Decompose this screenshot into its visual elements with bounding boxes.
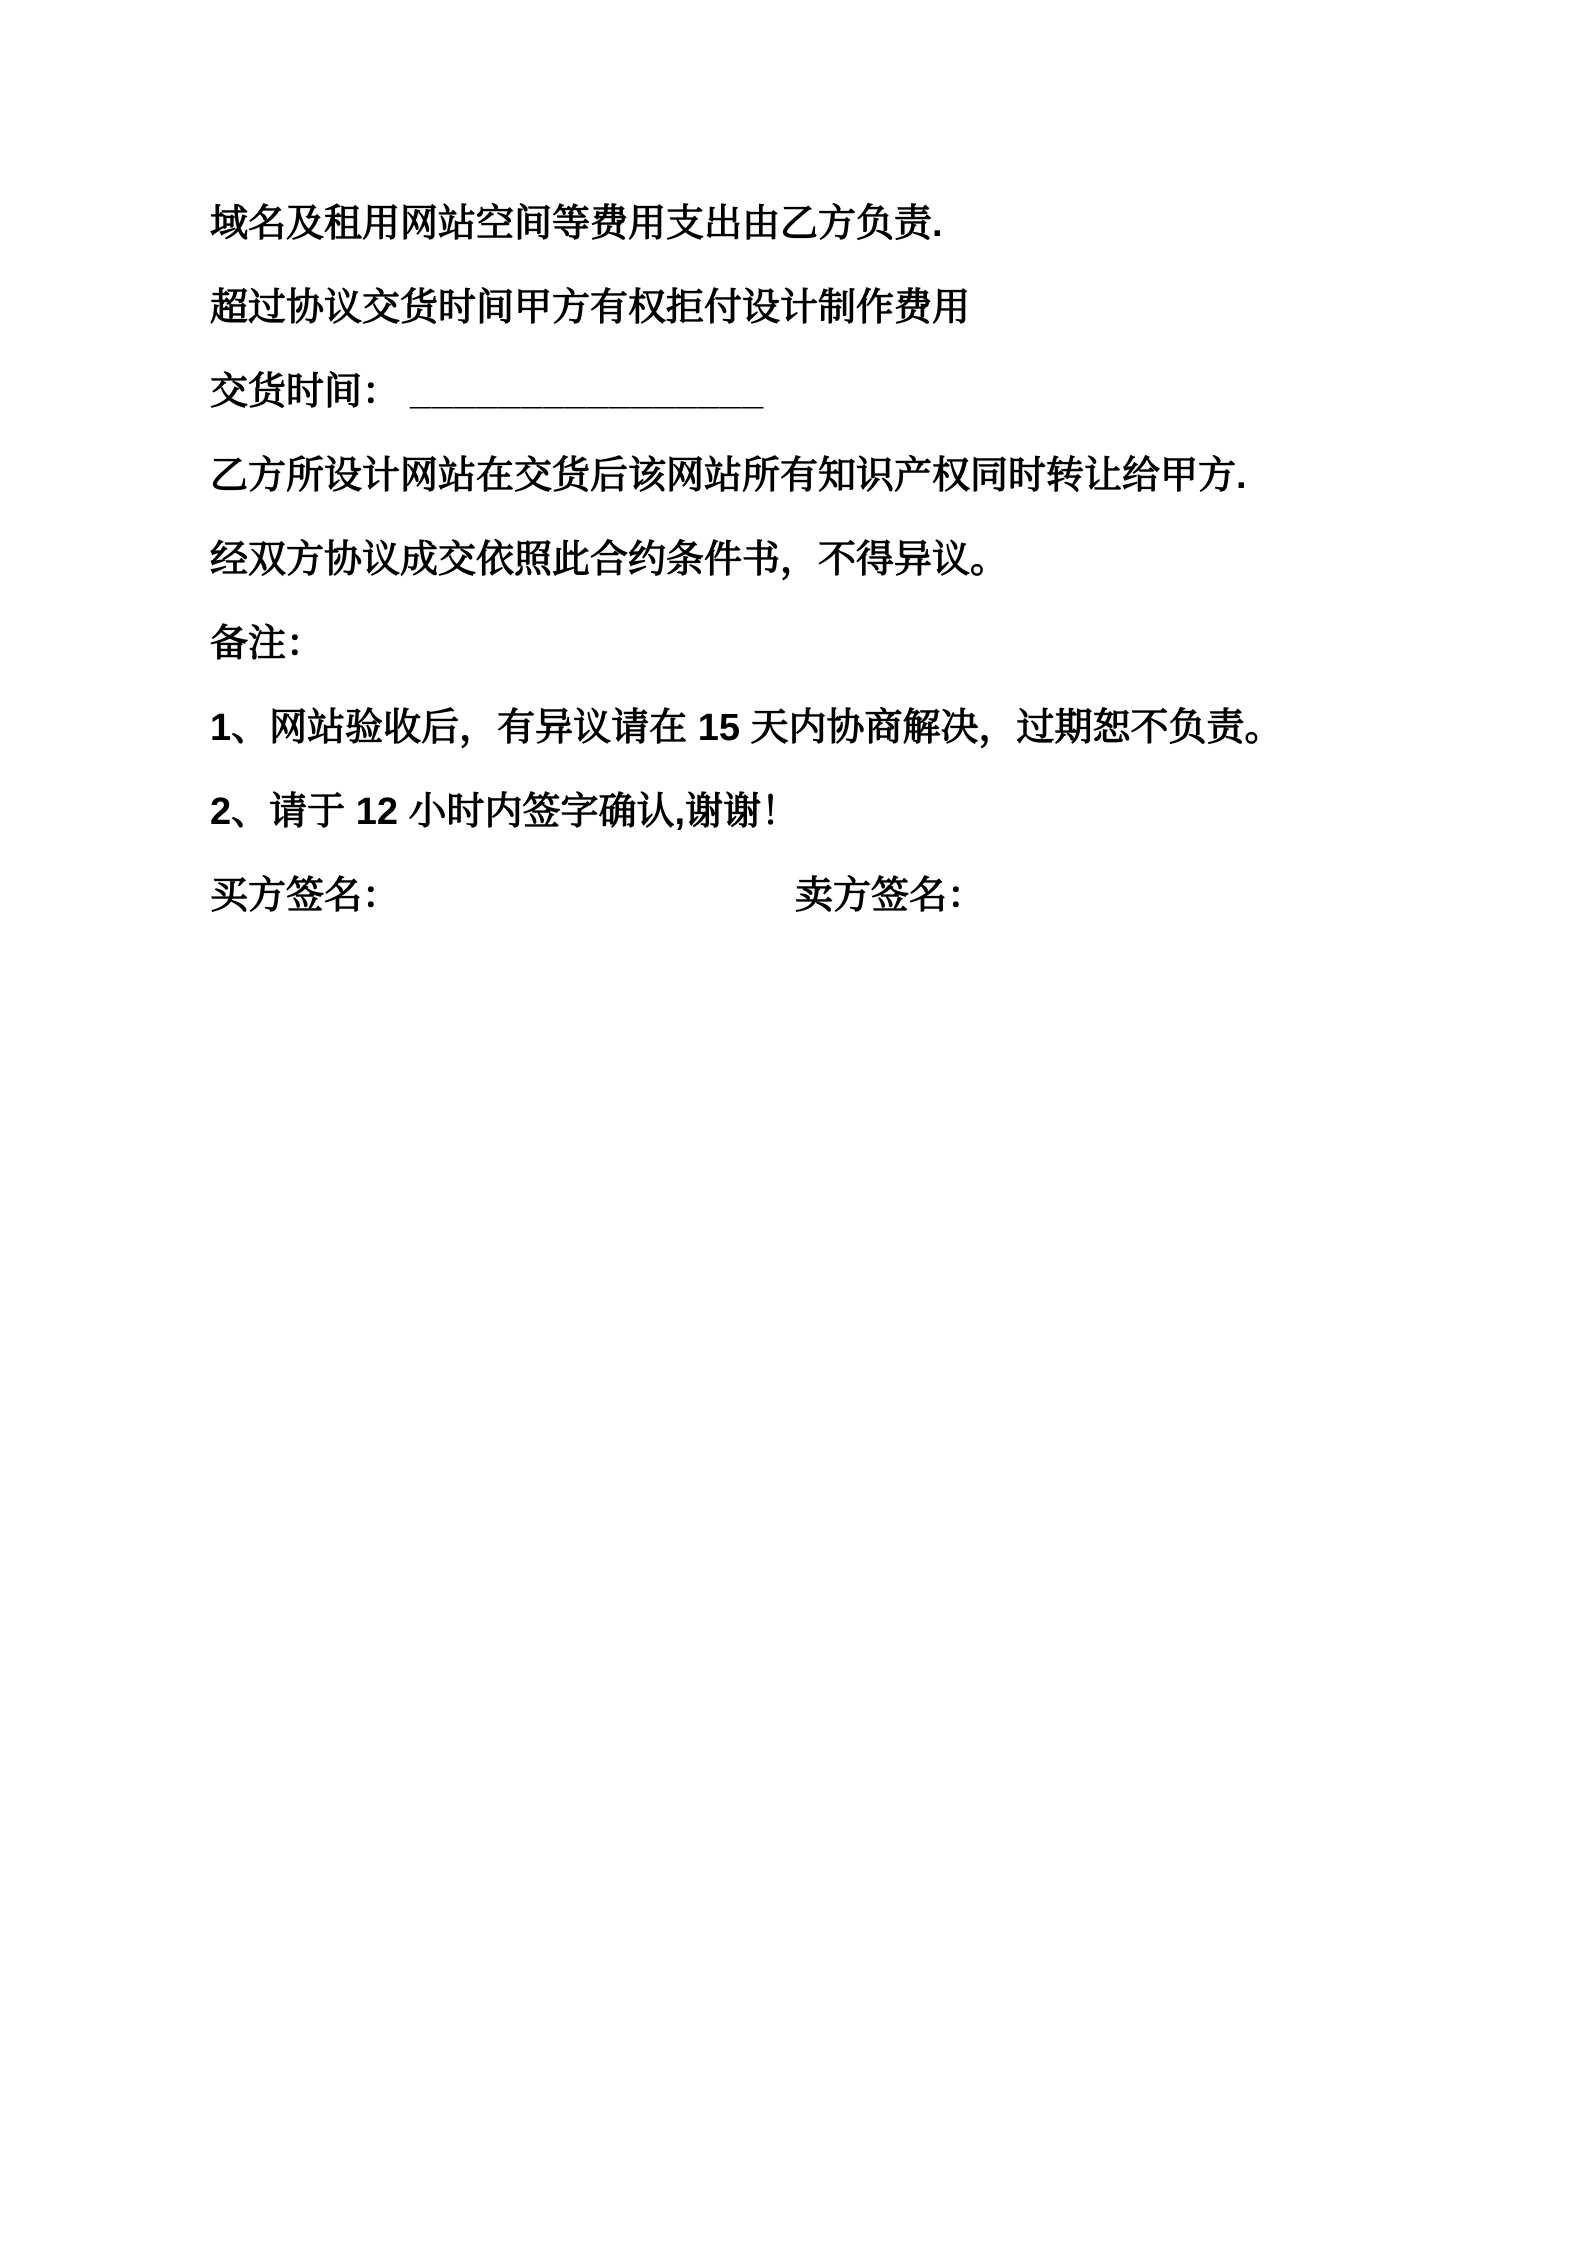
clause-overdue-delivery: 超过协议交货时间甲方有权拒付设计制作费用 — [210, 287, 971, 329]
delivery-time-label: 交货时间： — [210, 371, 401, 413]
signature-line — [210, 868, 1410, 924]
remarks-title: 备注： — [210, 623, 325, 665]
clause-ip-transfer: 乙方所设计网站在交货后该网站所有知识产权同时转让给甲方. — [210, 455, 1247, 497]
clause-domain-fees: 域名及租用网站空间等费用支出由乙方负责. — [210, 203, 943, 245]
remark-item-1: 1、网站验收后，有异议请在 15 天内协商解决，过期恕不负责。 — [210, 707, 1283, 749]
clause-agreement: 经双方协议成交依照此合约条件书，不得异议。 — [210, 539, 1009, 581]
delivery-time-blank: ________________ — [410, 371, 765, 413]
delivery-time-line — [210, 364, 1410, 420]
buyer-signature-label: 买方签名： — [210, 875, 401, 917]
seller-signature-label: 卖方签名： — [795, 875, 986, 917]
document-content — [210, 196, 1410, 952]
remark-item-2: 2、请于 12 小时内签字确认,谢谢！ — [210, 791, 800, 833]
